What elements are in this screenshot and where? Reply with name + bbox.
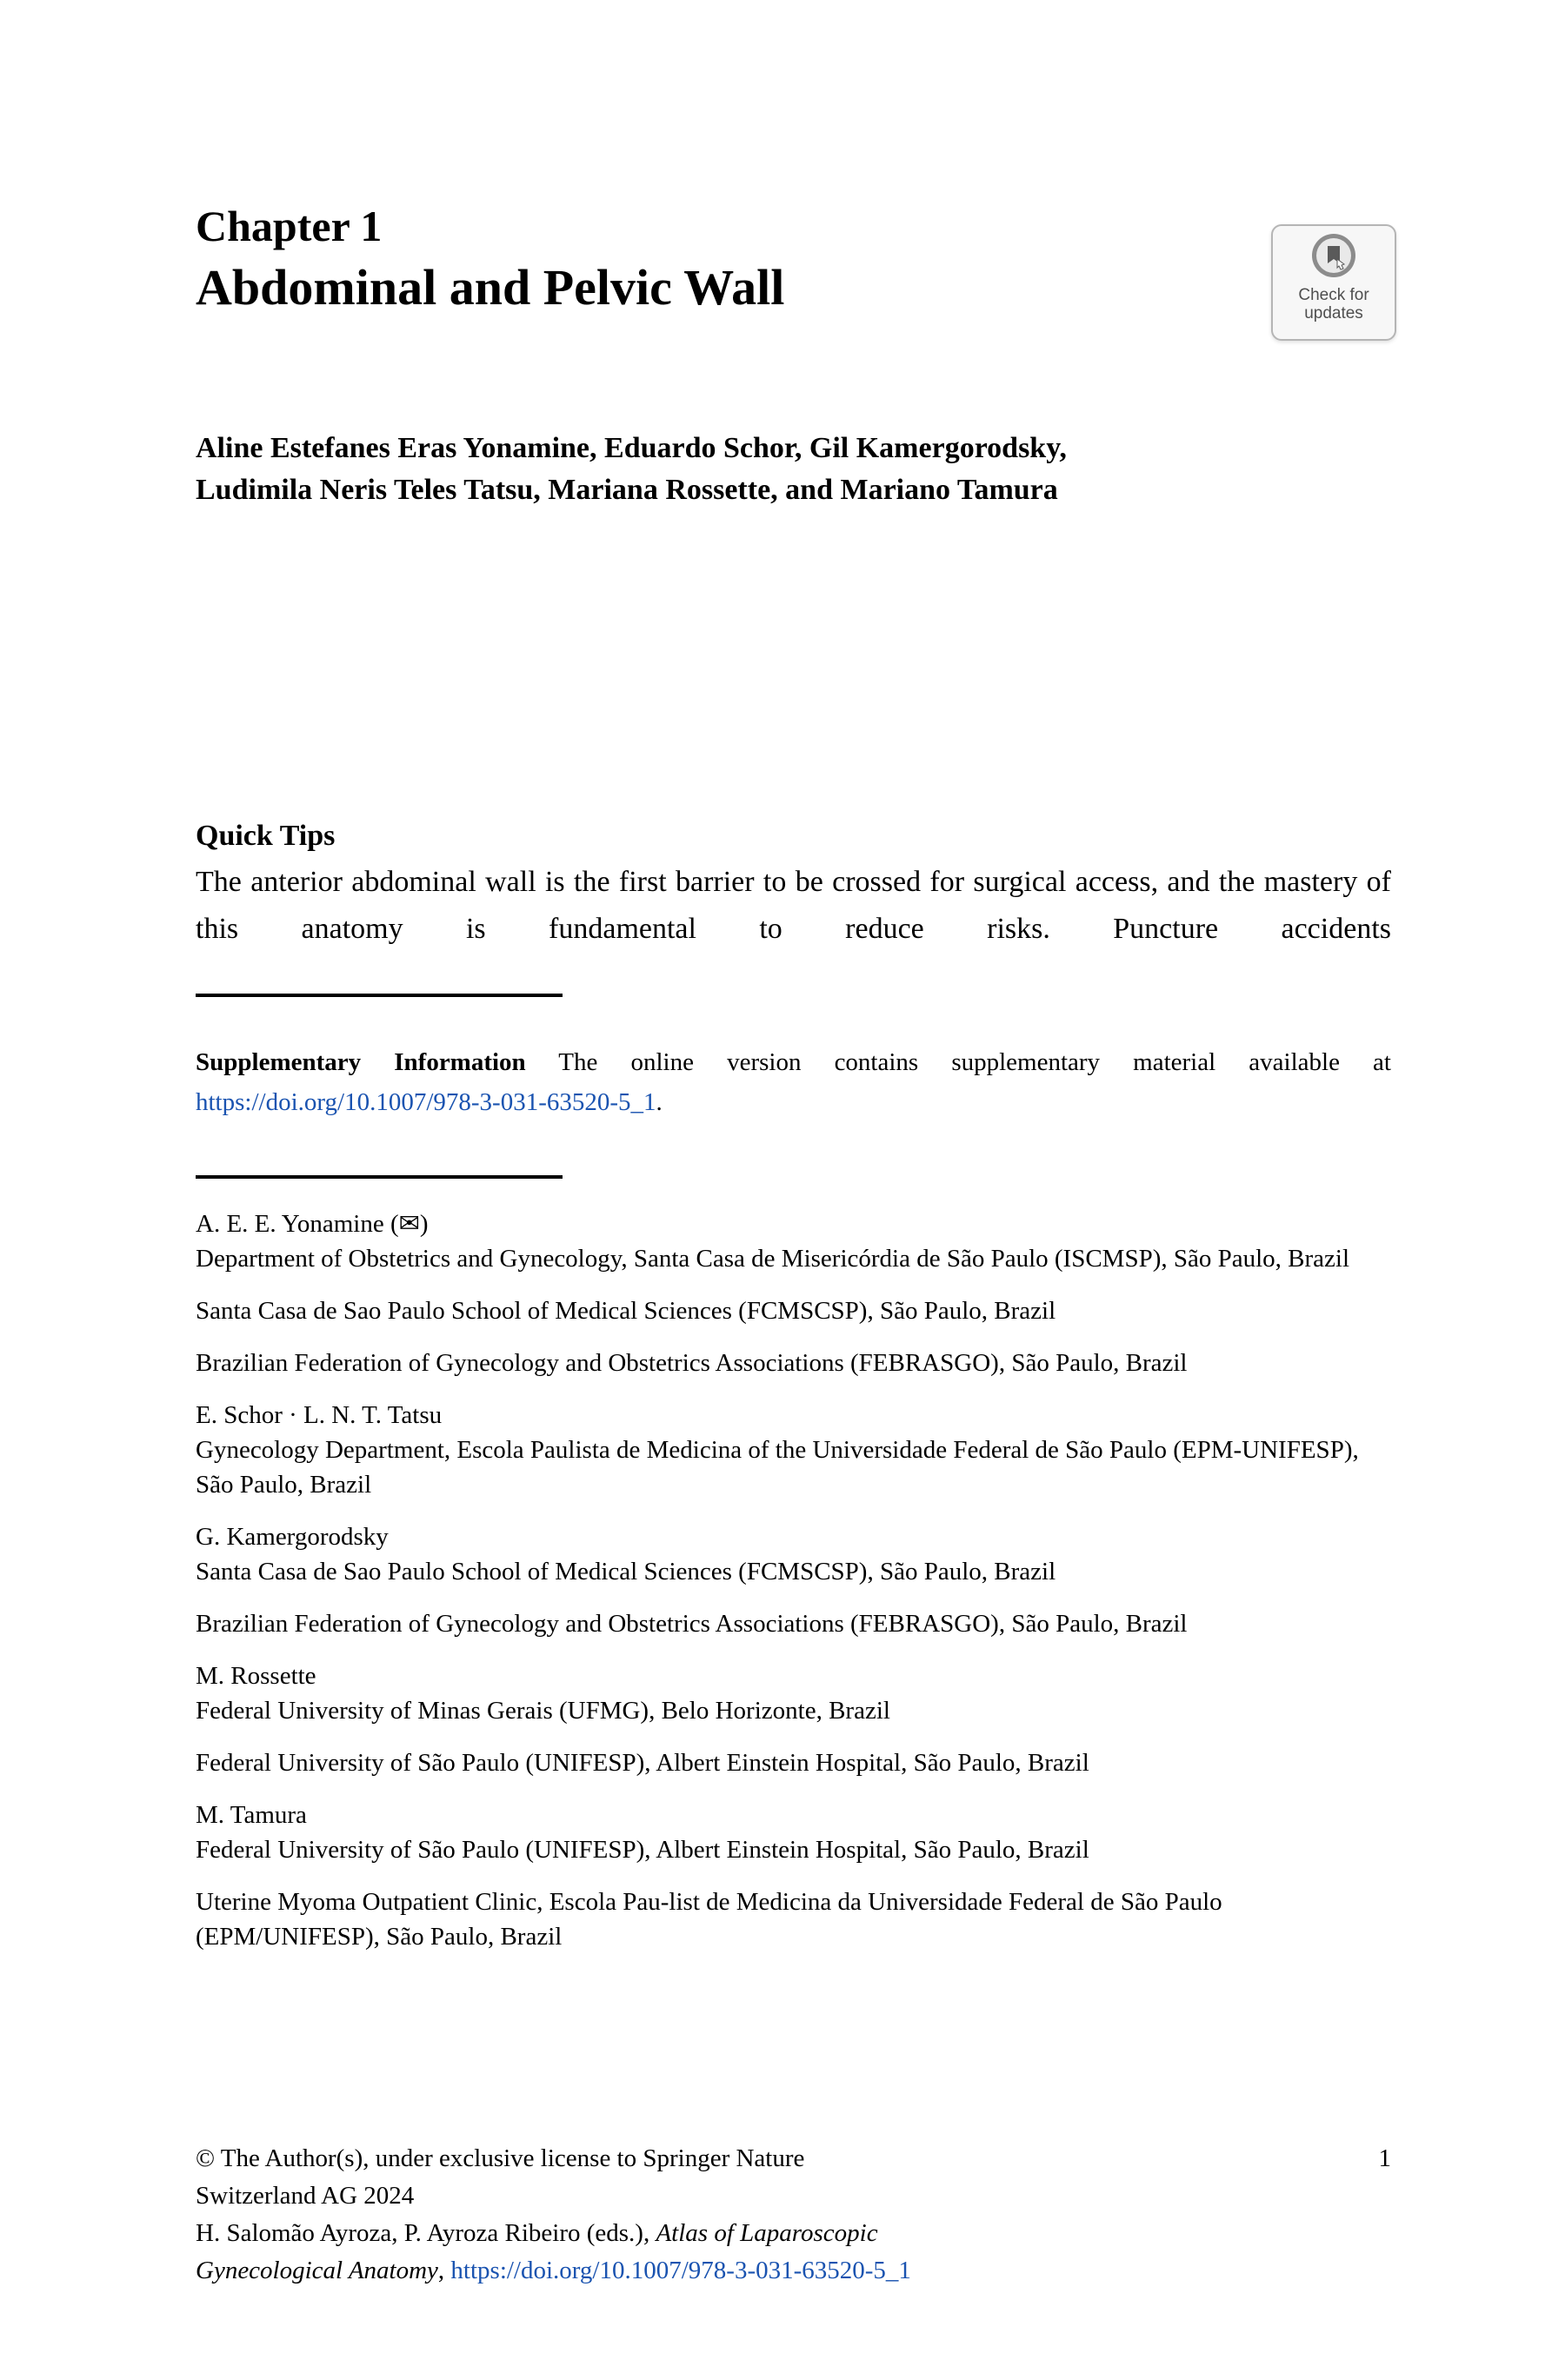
affiliation-text: Federal University of São Paulo (UNIFESP), Albert Einstein Hospital, São Paulo, Brazil xyxy=(196,1836,1089,1864)
page-number: 1 xyxy=(1378,2144,1391,2172)
affiliation-text: Department of Obstetrics and Gynecology, Santa Casa de Misericórdia de São Paulo (ISCMSP), São Paulo, Brazil xyxy=(196,1245,1350,1273)
affiliation-author-name: M. Rossette xyxy=(196,1662,316,1690)
author-line: Ludimila Neris Teles Tatsu, Mariana Rossette, and Mariano Tamura xyxy=(196,474,1058,506)
quick-tips-paragraph: The anterior abdominal wall is the first barrier to be crossed for surgical access, and the mastery of this anatomy is fundamental to reduce risks. Puncture accidents xyxy=(196,866,1391,945)
footer-citation-line1 xyxy=(196,2215,1391,2252)
affiliation-paragraph xyxy=(196,1519,1391,1589)
citation-separator: , xyxy=(437,2257,451,2284)
badge-text-line1: Check for xyxy=(1298,286,1369,304)
badge-text-line2: updates xyxy=(1304,304,1363,322)
affiliation-author-name: G. Kamergorodsky xyxy=(196,1523,389,1551)
footer-copyright-row xyxy=(196,2140,1391,2177)
affiliation-author-name: E. Schor · L. N. T. Tatsu xyxy=(196,1401,443,1429)
affiliation-author-name: A. E. E. Yonamine xyxy=(196,1210,390,1238)
affiliation-paragraph xyxy=(196,1293,1391,1328)
supplementary-doi-link[interactable]: https://doi.org/10.1007/978-3-031-63520-5_1 xyxy=(196,1088,656,1116)
footer-citation-line2 xyxy=(196,2252,1391,2290)
affiliation-paragraph xyxy=(196,1885,1391,1954)
footer-doi-link[interactable]: https://doi.org/10.1007/978-3-031-63520-5_1 xyxy=(450,2257,911,2284)
editors-text: H. Salomão Ayroza, P. Ayroza Ribeiro (eds.), xyxy=(196,2219,656,2247)
supplementary-information-note xyxy=(196,1042,1391,1122)
author-line: Aline Estefanes Eras Yonamine, Eduardo Schor, Gil Kamergorodsky, xyxy=(196,432,1067,464)
affiliation-paragraph xyxy=(196,1398,1391,1502)
copyright-text: © The Author(s), under exclusive license to Springer Nature xyxy=(196,2144,805,2172)
supplementary-period: . xyxy=(656,1088,663,1116)
check-for-updates-badge[interactable] xyxy=(1271,224,1396,341)
copyright-text-line2: Switzerland AG 2024 xyxy=(196,2182,415,2210)
quick-tips-section xyxy=(196,815,1391,953)
book-title: Atlas of Laparoscopic xyxy=(656,2219,878,2247)
affiliation-paragraph xyxy=(196,1606,1391,1641)
affiliation-paragraph xyxy=(196,1659,1391,1728)
book-title-continued: Gynecological Anatomy xyxy=(196,2257,438,2284)
affiliation-text: Brazilian Federation of Gynecology and Obstetrics Associations (FEBRASGO), São Paulo, Brazil xyxy=(196,1349,1188,1377)
affiliation-text: Uterine Myoma Outpatient Clinic, Escola Pau-list de Medicina da Universidade Federal de São Paulo (EPM/UNIFESP), São Paulo, Brazil xyxy=(196,1888,1222,1951)
affiliation-text: Federal University of São Paulo (UNIFESP), Albert Einstein Hospital, São Paulo, Brazil xyxy=(196,1749,1089,1777)
chapter-header xyxy=(196,202,1391,316)
affiliation-paragraph xyxy=(196,1745,1391,1780)
affiliation-text: Brazilian Federation of Gynecology and Obstetrics Associations (FEBRASGO), São Paulo, Brazil xyxy=(196,1610,1188,1638)
quick-tips-heading: Quick Tips xyxy=(196,820,336,852)
affiliations-separator-rule xyxy=(196,1175,563,1179)
author-list xyxy=(196,428,1391,511)
footnote-separator-rule xyxy=(196,994,563,997)
affiliation-paragraph xyxy=(196,1798,1391,1867)
supplementary-text: The online version contains supplementary material available at xyxy=(525,1048,1391,1076)
corresponding-author-envelope-icon: (✉) xyxy=(390,1210,429,1238)
affiliations-block xyxy=(196,1207,1391,1954)
affiliation-text: Federal University of Minas Gerais (UFMG), Belo Horizonte, Brazil xyxy=(196,1697,890,1725)
chapter-label: Chapter 1 xyxy=(196,202,383,250)
affiliation-paragraph xyxy=(196,1346,1391,1380)
affiliation-text: Santa Casa de Sao Paulo School of Medical Sciences (FCMSCSP), São Paulo, Brazil xyxy=(196,1297,1056,1325)
crossmark-icon xyxy=(1311,233,1356,283)
affiliation-author-name: M. Tamura xyxy=(196,1801,307,1829)
affiliation-text: Gynecology Department, Escola Paulista de Medicina of the Universidade Federal de São Paulo (EPM-UNIFESP), São Paulo, Brazil xyxy=(196,1436,1359,1499)
page-footer xyxy=(196,2140,1391,2290)
affiliation-paragraph xyxy=(196,1207,1391,1276)
affiliation-text: Santa Casa de Sao Paulo School of Medical Sciences (FCMSCSP), São Paulo, Brazil xyxy=(196,1558,1056,1586)
chapter-title: Abdominal and Pelvic Wall xyxy=(196,258,785,316)
supplementary-label: Supplementary Information xyxy=(196,1048,526,1076)
badge-text xyxy=(1298,286,1369,322)
